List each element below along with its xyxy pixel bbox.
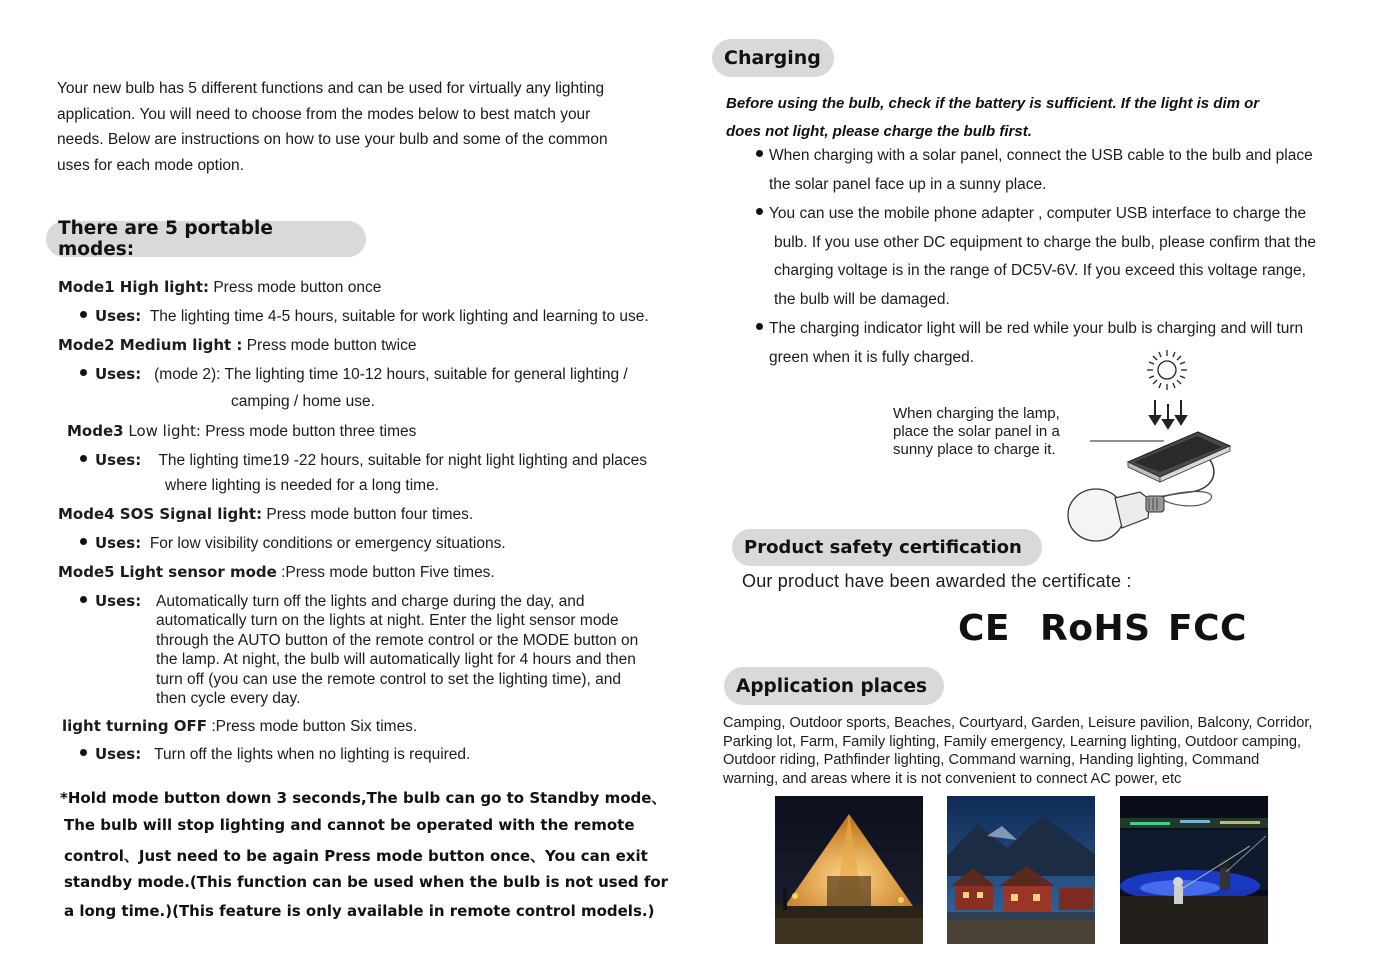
charging-warning-line: does not light, please charge the bulb first. <box>726 123 1032 140</box>
uses-label: Uses: <box>95 451 142 469</box>
charging-heading-text: Charging <box>724 47 821 69</box>
modes-heading-text: There are 5 portable modes: <box>58 218 273 260</box>
lightoff-title <box>62 717 417 736</box>
mode1-name: Mode1 High light: <box>58 278 210 296</box>
mode3-uses-cont: where lighting is needed for a long time. <box>165 477 439 494</box>
camping-tent-photo <box>775 796 923 944</box>
modes-heading <box>46 218 366 260</box>
mode2-uses-line: (mode 2): The lighting time 10-12 hours, suitable for general lighting / <box>154 366 628 383</box>
mode5-uses-line: through the AUTO button of the remote control or the MODE button on <box>156 631 639 649</box>
mode2-uses-cont: camping / home use. <box>231 393 375 410</box>
bullet-icon <box>756 150 763 157</box>
uses-label: Uses: <box>95 745 142 763</box>
solar-charging-diagram <box>1060 340 1250 550</box>
mode2-action: Press mode button twice <box>242 337 417 354</box>
mode4-name: Mode4 SOS Signal light: <box>58 505 263 523</box>
charging-bullet <box>756 320 1303 338</box>
bullet-icon <box>80 369 87 376</box>
charging-bullet <box>756 205 1306 223</box>
application-line: Camping, Outdoor sports, Beaches, Courtyard, Garden, Leisure pavilion, Balcony, Corridor, <box>723 715 1313 731</box>
bullet-icon <box>756 208 763 215</box>
mode5-uses-line: the lamp. At night, the bulb will automatically light for 4 hours and then <box>156 651 636 669</box>
fcc-mark: FCC <box>1168 608 1247 649</box>
sun-icon <box>1147 350 1187 390</box>
mode4-title <box>58 505 473 524</box>
certification-heading-text: Product safety certification <box>744 537 1022 558</box>
application-line: Outdoor riding, Pathfinder lighting, Command warning, Handing lighting, Command <box>723 752 1260 768</box>
mode2-title <box>58 336 416 355</box>
mode3-uses-line: The lighting time19 -22 hours, suitable for night light lighting and places <box>158 452 647 469</box>
standby-note-line: standby mode.(This function can be used when the bulb is not used for <box>64 873 669 891</box>
mode5-uses-line: Automatically turn off the lights and charge during the day, and <box>156 593 585 610</box>
intro-paragraph <box>57 76 657 178</box>
standby-note-line: a long time.)(This feature is only available in remote control models.) <box>64 902 655 920</box>
charging-bullet <box>756 147 1313 165</box>
diagram-caption <box>893 405 1060 459</box>
mode5-action: :Press mode button Five times. <box>276 564 495 581</box>
mode3-name-b: Low light: <box>123 422 201 440</box>
bullet-icon <box>80 311 87 318</box>
mode3-title <box>67 422 416 441</box>
mode4-uses-line: For low visibility conditions or emergency situations. <box>149 535 506 552</box>
mode3-uses <box>80 451 647 470</box>
charging-warning <box>726 90 1259 146</box>
mode2-name: Mode2 Medium light : <box>58 336 243 354</box>
lakeside-cabins-photo <box>947 796 1095 944</box>
charging-bullet-cont: the solar panel face up in a sunny place. <box>769 176 1047 193</box>
uses-label: Uses: <box>95 365 142 383</box>
uses-label: Uses: <box>95 534 142 552</box>
application-heading <box>724 667 944 705</box>
diagram-caption-line: place the solar panel in a <box>893 423 1060 440</box>
charging-bullet-line: You can use the mobile phone adapter , computer USB interface to charge the <box>769 205 1307 222</box>
diagram-caption-line: When charging the lamp, <box>893 405 1060 422</box>
mode1-uses <box>80 307 649 326</box>
mode5-name: Mode5 Light sensor mode <box>58 563 277 581</box>
ce-mark: CE <box>958 608 1011 649</box>
application-heading-text: Application places <box>736 675 928 697</box>
lightoff-uses <box>80 745 470 764</box>
mode5-uses-block <box>156 592 638 708</box>
lightoff-uses-line: Turn off the lights when no lighting is required. <box>154 746 471 763</box>
standby-note-line: *Hold mode button down 3 seconds,The bulb can go to Standby mode、 <box>60 789 667 807</box>
arrows-down-icon <box>1150 400 1186 428</box>
intro-line: Your new bulb has 5 different functions and can be used for virtually any lighting <box>57 80 605 97</box>
bullet-icon <box>80 455 87 462</box>
mode5-uses <box>80 592 141 611</box>
certification-text: Our product have been awarded the certificate : <box>742 571 1132 591</box>
application-line: Parking lot, Farm, Family lighting, Family emergency, Learning lighting, Outdoor camping, <box>723 733 1302 750</box>
mode3-name-a: Mode3 <box>67 422 124 440</box>
intro-line: application. You will need to choose from the modes below to best match your <box>57 105 591 123</box>
mode1-uses-line: The lighting time 4-5 hours, suitable for work lighting and learning to use. <box>149 308 649 325</box>
mode5-uses-line: turn off (you can use the remote control to set the lighting time), and <box>156 670 621 688</box>
certification-heading <box>732 529 1042 566</box>
mode4-uses <box>80 534 506 553</box>
standby-note-line: control、Just need to be again Press mode button once、You can exit <box>64 847 648 865</box>
charging-bullet-line: When charging with a solar panel, connect the USB cable to the bulb and place <box>769 147 1313 164</box>
mode3-action: Press mode button three times <box>200 423 417 440</box>
bullet-icon <box>80 538 87 545</box>
intro-line: uses for each mode option. <box>57 156 244 174</box>
uses-label: Uses: <box>95 592 142 610</box>
charging-heading <box>712 39 834 77</box>
charging-bullet-cont: the bulb will be damaged. <box>774 291 950 308</box>
mode5-uses-line: automatically turn on the lights at night. Enter the light sensor mode <box>156 612 619 630</box>
mode1-title <box>58 278 381 297</box>
diagram-caption-line: sunny place to charge it. <box>893 441 1056 458</box>
mode1-action: Press mode button once <box>209 279 382 296</box>
bullet-icon <box>80 596 87 603</box>
intro-line: needs. Below are instructions on how to use your bulb and some of the common <box>57 131 608 148</box>
bullet-icon <box>756 323 763 330</box>
lightoff-name: light turning OFF <box>62 717 208 735</box>
night-fishing-photo <box>1120 796 1268 944</box>
charging-bullet-cont: green when it is fully charged. <box>769 349 975 366</box>
solar-panel-icon <box>1128 432 1230 482</box>
mode5-uses-line: then cycle every day. <box>156 690 301 708</box>
charging-bullet-line: The charging indicator light will be red while your bulb is charging and will turn <box>769 320 1304 337</box>
application-text <box>723 714 1312 788</box>
rohs-mark: RoHS <box>1040 608 1151 649</box>
charging-warning-line: Before using the bulb, check if the battery is sufficient. If the light is dim or <box>726 95 1260 112</box>
mode4-action: Press mode button four times. <box>262 506 474 523</box>
mode2-uses <box>80 365 628 384</box>
mode5-title <box>58 563 495 582</box>
application-line: warning, and areas where it is not convenient to connect AC power, etc <box>723 770 1182 787</box>
standby-note-line: The bulb will stop lighting and cannot be operated with the remote <box>64 816 635 834</box>
lightoff-action: :Press mode button Six times. <box>207 718 418 735</box>
charging-bullet-cont: charging voltage is in the range of DC5V-6V. If you exceed this voltage range, <box>774 262 1306 279</box>
bulb-icon <box>1068 489 1164 541</box>
bullet-icon <box>80 749 87 756</box>
charging-bullet-cont: bulb. If you use other DC equipment to charge the bulb, please confirm that the <box>774 234 1316 251</box>
uses-label: Uses: <box>95 307 142 325</box>
